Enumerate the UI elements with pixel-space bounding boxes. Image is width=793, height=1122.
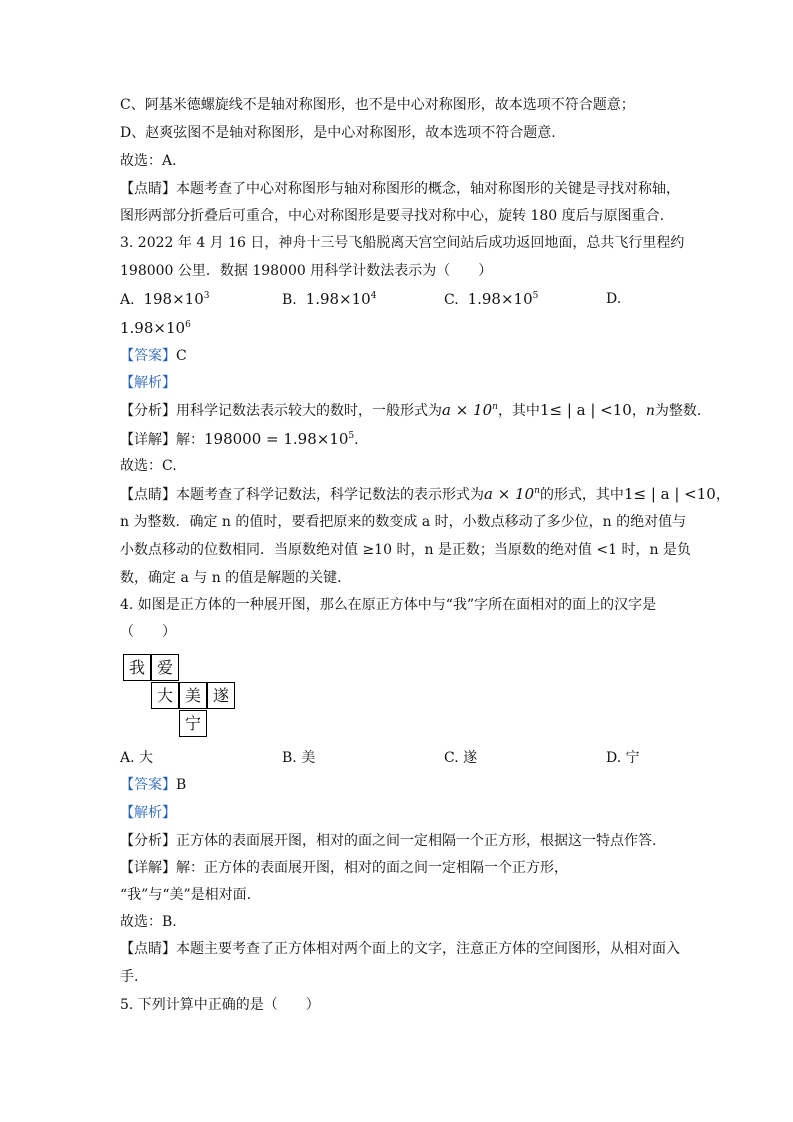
q3-select: 故选：C. xyxy=(120,458,177,474)
formula: a × 10 xyxy=(484,485,535,503)
q3-answer xyxy=(120,346,187,366)
question-5-stem: 5. 下列计算中正确的是（ ） xyxy=(120,997,320,1013)
dianjing-tag: 【点睛】 xyxy=(120,487,176,503)
exponent: 5 xyxy=(348,431,355,441)
q3-xiangjie xyxy=(120,429,359,450)
formula: a × 10 xyxy=(442,401,493,419)
formula: 198000 = 1.98×10 xyxy=(204,430,349,448)
question-4-stem: 4. 如图是正方体的一种展开图，那么在原正方体中与“我”字所在面相对的面上的汉字是 xyxy=(120,597,657,613)
q4-xiangjie xyxy=(120,858,568,878)
range: 1≤ | a | <10 xyxy=(539,401,632,419)
q3-option-d xyxy=(120,318,191,339)
text-line: D、赵爽弦图不是轴对称图形，是中心对称图形，故本选项不符合题意. xyxy=(120,125,556,141)
q3-option-b xyxy=(282,289,376,310)
net-cell: 美 xyxy=(179,682,207,709)
exponent: n xyxy=(534,486,540,496)
option-label: B. xyxy=(282,292,297,308)
fenxi-tag: 【分析】 xyxy=(120,403,176,419)
text: ， xyxy=(715,487,730,503)
text: 本题主要考查了正方体相对两个面上的文字，注意正方体的空间图形，从相对面入 xyxy=(176,941,680,957)
exponent: 3 xyxy=(203,291,210,301)
fenxi-tag: 【分析】 xyxy=(120,833,176,849)
text: . xyxy=(354,432,359,448)
q3-analysis-tag: 【解析】 xyxy=(120,375,176,391)
q4-option-c: C. 遂 xyxy=(444,750,478,766)
option-value: 1.98×10 xyxy=(467,290,533,308)
net-cell: 遂 xyxy=(207,682,235,709)
text: ，其中 xyxy=(497,403,540,419)
option-value: 1.98×10 xyxy=(120,319,186,337)
text-line: 故选：A. xyxy=(120,153,177,169)
comment-line xyxy=(120,179,680,199)
text: 本题考查了科学记数法，科学记数法的表示形式为 xyxy=(176,487,484,503)
text: ， xyxy=(631,403,646,419)
q4-option-d: D. 宁 xyxy=(606,750,640,766)
question-4-stem-cont: （ ） xyxy=(120,624,176,640)
q4-select: 故选：B. xyxy=(120,914,177,930)
xiangjie-tag: 【详解】 xyxy=(120,432,176,448)
option-value: 1.98×10 xyxy=(305,290,371,308)
text: 解：正方体的表面展开图，相对的面之间一定相隔一个正方形， xyxy=(176,860,568,876)
q3-dianjing xyxy=(120,484,730,505)
variable: n xyxy=(645,403,655,419)
q4-answer xyxy=(120,775,186,795)
answer-tag: 【答案】 xyxy=(120,777,176,793)
exponent: n xyxy=(492,402,498,412)
net-cell: 宁 xyxy=(179,710,207,737)
option-value: 198×10 xyxy=(143,290,204,308)
text: 的形式，其中 xyxy=(539,487,624,503)
text-line: n 为整数．确定 n 的值时，要看把原来的数变成 a 时，小数点移动了多少位，n 的绝对值与 xyxy=(120,514,687,530)
net-cell: 大 xyxy=(151,682,179,709)
exponent: 5 xyxy=(532,291,539,301)
text: 为整数. xyxy=(654,403,702,419)
text-line: “我”与“美”是相对面. xyxy=(120,887,252,903)
q4-option-b: B. 美 xyxy=(282,750,316,766)
q3-fenxi xyxy=(120,400,701,421)
text: 本题考查了中心对称图形与轴对称图形的概念，轴对称图形的关键是寻找对称轴， xyxy=(176,181,680,197)
xiangjie-tag: 【详解】 xyxy=(120,860,176,876)
q3-option-c xyxy=(444,289,538,310)
text-line: 图形两部分折叠后可重合，中心对称图形是要寻找对称中心，旋转 180 度后与原图重合. xyxy=(120,208,665,224)
answer-tag: 【答案】 xyxy=(120,348,176,364)
q3-option-d-label: D. xyxy=(606,291,622,307)
q4-analysis-tag: 【解析】 xyxy=(120,805,176,821)
question-3-stem: 3. 2022 年 4 月 16 日，神舟十三号飞船脱离天宫空间站后成功返回地面，总共飞行里程约 xyxy=(120,235,685,251)
text-line: 数，确定 a 与 n 的值是解题的关键. xyxy=(120,570,342,586)
q3-option-a xyxy=(120,289,210,310)
option-label: A. xyxy=(120,292,135,308)
text: 用科学记数法表示较大的数时，一般形式为 xyxy=(176,403,442,419)
net-cell: 我 xyxy=(123,654,151,681)
range: 1≤ | a | <10 xyxy=(623,485,716,503)
q4-dianjing xyxy=(120,939,680,959)
dianjing-tag: 【点睛】 xyxy=(120,941,176,957)
text-line: 小数点移动的位数相同．当原数绝对值 ≥10 时，n 是正数；当原数的绝对值 <1 时，n 是负 xyxy=(120,542,691,558)
text: 解： xyxy=(176,432,204,448)
q4-fenxi xyxy=(120,831,656,851)
text-line: C、阿基米德螺旋线不是轴对称图形，也不是中心对称图形，故本选项不符合题意； xyxy=(120,97,635,113)
question-3-stem-cont: 198000 公里．数据 198000 用科学计数法表示为（ ） xyxy=(120,263,493,279)
option-label: C. xyxy=(444,292,459,308)
q4-option-a: A. 大 xyxy=(120,750,154,766)
text: 正方体的表面展开图，相对的面之间一定相隔一个正方形，根据这一特点作答. xyxy=(176,833,657,849)
tag-dianjing: 【点睛】 xyxy=(120,181,176,197)
answer-value: C xyxy=(176,348,187,364)
answer-value: B xyxy=(176,777,187,793)
exponent: 6 xyxy=(185,320,191,330)
net-cell: 爱 xyxy=(151,654,179,681)
text-line: 手. xyxy=(120,969,139,985)
exponent: 4 xyxy=(370,291,377,301)
